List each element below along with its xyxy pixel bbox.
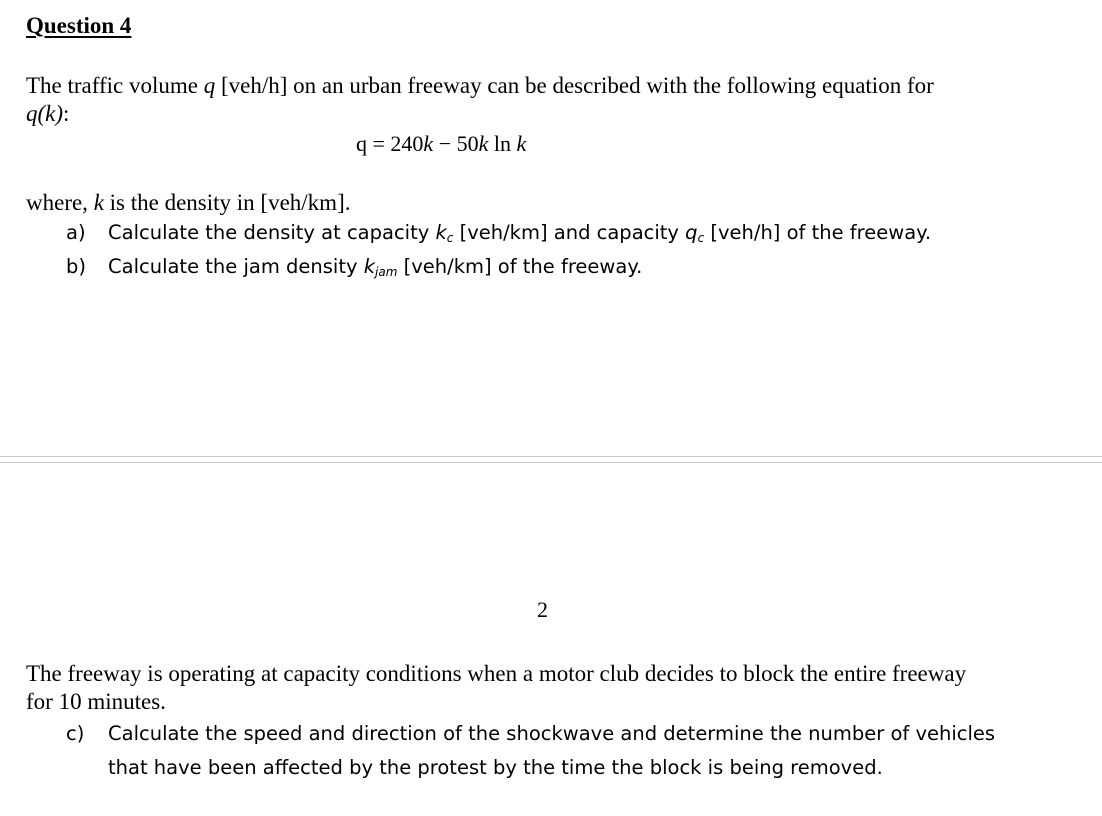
part-c-line-2: that have been affected by the protest by the time the block is being removed.: [108, 756, 883, 779]
continuation-line-2: for 10 minutes.: [26, 689, 166, 714]
intro-var-q: q: [203, 73, 216, 98]
intro-colon: :: [63, 101, 70, 126]
part-b-sym-k: k: [363, 255, 376, 278]
part-a-label: a): [66, 221, 86, 244]
part-b-text-2: [veh/km] of the freeway.: [397, 255, 643, 278]
page-divider-top: [0, 456, 1102, 457]
part-a-sym-k: k: [435, 221, 447, 244]
part-b-label: b): [66, 255, 86, 278]
intro-function: q(k): [26, 101, 64, 126]
eq-equals: = 240: [367, 131, 424, 156]
where-text-b: is the density in [veh/km].: [103, 190, 351, 215]
part-a-text-3: [veh/h] of the freeway.: [704, 221, 932, 244]
eq-ln: ln: [488, 131, 517, 156]
eq-k3: k: [516, 131, 527, 156]
where-text-a: where,: [26, 190, 94, 215]
page-divider-bottom: [0, 462, 1102, 463]
intro-text-b: [veh/h] on an urban freeway can be described with the following equation for: [215, 73, 934, 98]
eq-minus: − 50: [433, 131, 479, 156]
part-a-text-1: Calculate the density at capacity: [108, 221, 436, 244]
part-b-text-1: Calculate the jam density: [108, 255, 364, 278]
eq-lhs: q: [356, 131, 367, 156]
part-c-line-1: Calculate the speed and direction of the shockwave and determine the number of vehicles: [108, 722, 996, 745]
part-a-text-2: [veh/km] and capacity: [453, 221, 686, 244]
part-a-sub-c: c: [446, 231, 454, 245]
eq-k2: k: [478, 131, 489, 156]
continuation-paragraph: [26, 660, 966, 716]
part-a-text: [108, 221, 931, 245]
part-c-label: c): [66, 722, 85, 745]
part-a-sym-q: q: [685, 221, 698, 244]
part-b-text: [108, 255, 642, 279]
intro-text-a: The traffic volume: [26, 73, 204, 98]
where-line: [26, 189, 350, 217]
continuation-line-1: The freeway is operating at capacity conditions when a motor club decides to block the entire freeway: [26, 661, 967, 686]
part-a-sub-c2: c: [697, 231, 705, 245]
eq-k1: k: [423, 131, 434, 156]
question-title: Question 4: [26, 13, 132, 38]
intro-paragraph: [26, 72, 934, 128]
equation: [356, 131, 526, 157]
where-var-k: k: [93, 190, 104, 215]
page-number: 2: [537, 597, 548, 622]
part-b-sub-jam: jam: [375, 265, 398, 279]
